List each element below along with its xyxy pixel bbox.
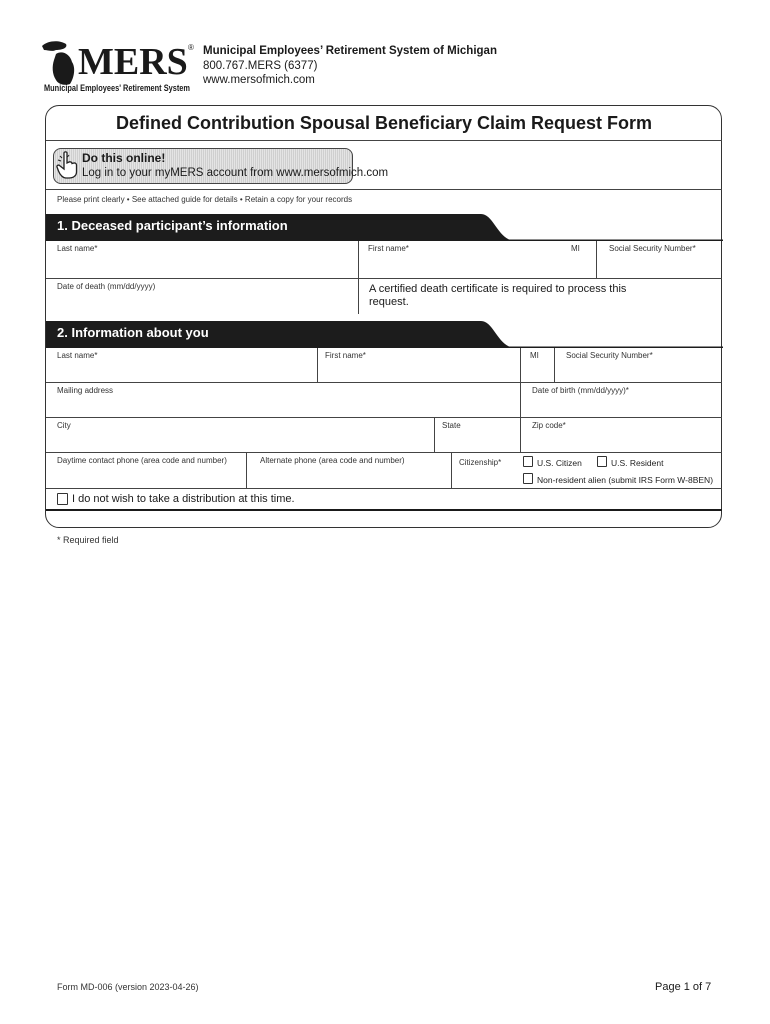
s1-date-of-death-label: Date of death (mm/dd/yyyy) — [57, 282, 156, 291]
s2-mailing-address-label: Mailing address — [57, 386, 114, 395]
form-id: Form MD-006 (version 2023-04-26) — [57, 982, 199, 992]
section-1-title: 1. Deceased participant’s information — [57, 218, 288, 233]
death-certificate-note: A certified death certificate is required to process this request. — [369, 283, 627, 308]
mers-logo — [38, 36, 194, 94]
s2-citizenship-label: Citizenship* — [459, 458, 502, 467]
us-resident-label: U.S. Resident — [611, 458, 664, 468]
s2-zip-label: Zip code* — [532, 421, 566, 430]
s2-first-name-label: First name* — [325, 351, 366, 360]
s2-date-of-birth-label: Date of birth (mm/dd/yyyy)* — [532, 386, 629, 395]
s2-last-name-label: Last name* — [57, 351, 98, 360]
required-field-note: * Required field — [57, 535, 119, 545]
logo-tagline: Municipal Employees' Retirement System — [44, 83, 190, 94]
s1-first-name-label: First name* — [368, 244, 409, 253]
no-distribution-checkbox[interactable] — [57, 493, 68, 505]
online-title: Do this online! — [82, 151, 166, 165]
svg-text:®: ® — [188, 43, 194, 52]
no-distribution-label: I do not wish to take a distribution at this time. — [72, 493, 295, 505]
organization-phone: 800.767.MERS (6377) — [203, 60, 318, 72]
s2-alternate-phone-label: Alternate phone (area code and number) — [260, 456, 405, 465]
s2-city-label: City — [57, 421, 71, 430]
section-2-title: 2. Information about you — [57, 325, 209, 340]
instructions: Please print clearly • See attached guide for details • Retain a copy for your records — [57, 195, 353, 204]
non-resident-alien-label: Non-resident alien (submit IRS Form W-8BEN) — [537, 475, 714, 485]
us-resident-checkbox[interactable] — [597, 456, 607, 467]
organization-website: www.mersofmich.com — [203, 74, 315, 86]
page-number: Page 1 of 7 — [655, 981, 712, 993]
non-resident-alien-checkbox[interactable] — [523, 473, 533, 484]
us-citizen-label: U.S. Citizen — [537, 458, 582, 468]
s2-mi-label: MI — [530, 351, 539, 360]
s1-last-name-label: Last name* — [57, 244, 98, 253]
s1-mi-label: MI — [571, 244, 580, 253]
form-title: Defined Contribution Spousal Beneficiary Claim Request Form — [115, 113, 653, 133]
s2-ssn-label: Social Security Number* — [566, 351, 653, 360]
s2-state-label: State — [442, 421, 461, 430]
logo-text: MERS — [78, 41, 188, 83]
s2-daytime-phone-label: Daytime contact phone (area code and number) — [57, 456, 227, 465]
pointing-hand-icon — [55, 150, 79, 180]
online-subtitle[interactable]: Log in to your myMERS account from www.mersofmich.com — [82, 167, 389, 179]
s1-ssn-label: Social Security Number* — [609, 244, 696, 253]
us-citizen-checkbox[interactable] — [523, 456, 533, 467]
organization-name: Municipal Employees’ Retirement System of Michigan — [203, 45, 497, 57]
